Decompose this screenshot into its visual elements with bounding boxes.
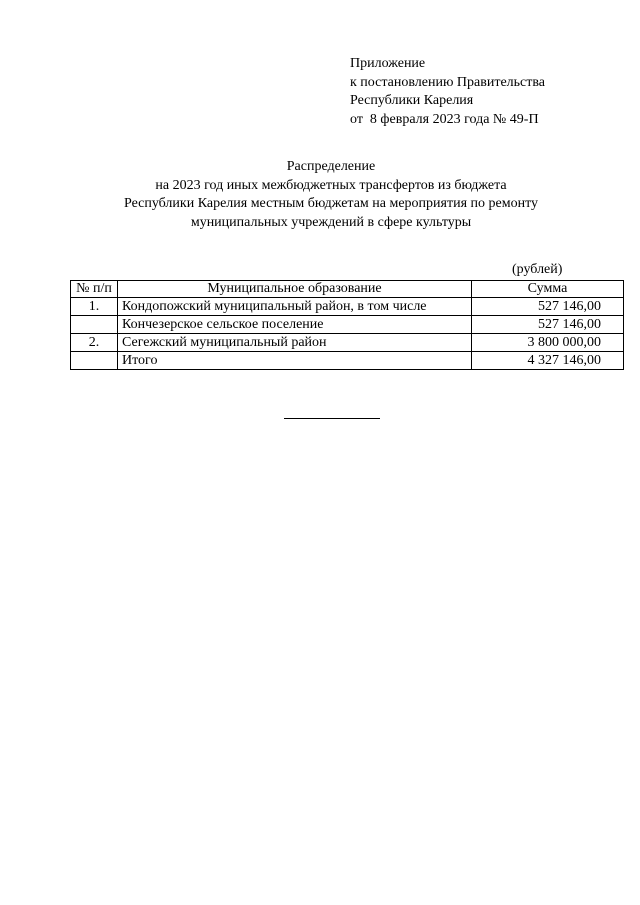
cell-name: Кончезерское сельское поселение [118,316,472,334]
table-header-row [71,281,624,298]
appendix-line: к постановлению Правительства [350,74,546,90]
cell-num [71,352,118,370]
header-num: № п/п [71,281,118,298]
cell-sum: 527 146,00 [472,298,624,316]
cell-name: Итого [118,352,472,370]
cell-num [71,316,118,334]
header-name: Муниципальное образование [118,281,472,298]
title-line: Распределение [286,159,376,174]
cell-sum: 527 146,00 [472,316,624,334]
cell-num: 1. [71,298,118,316]
table-row-total [71,352,624,370]
cell-name: Сегежский муниципальный район [118,334,472,352]
document-title [0,158,640,232]
table-row [71,298,624,316]
table-row [71,334,624,352]
cell-sum: 3 800 000,00 [472,334,624,352]
closing-line [284,418,380,419]
distribution-table [70,280,624,370]
appendix-block [350,55,545,129]
currency-unit: (рублей) [512,262,563,277]
cell-name: Кондопожский муниципальный район, в том числе [118,298,472,316]
header-sum: Сумма [472,281,624,298]
appendix-line: от 8 февраля 2023 года № 49-П [350,111,539,127]
title-line: муниципальных учреждений в сфере культуры [190,214,472,230]
appendix-line: Республики Карелия [350,93,474,108]
title-line: Республики Карелия местным бюджетам на мероприятия по ремонту [123,196,539,211]
cell-sum: 4 327 146,00 [472,352,624,370]
cell-num: 2. [71,334,118,352]
title-line: на 2023 год иных межбюджетных трансфертов из бюджета [155,177,507,193]
appendix-line: Приложение [350,56,426,71]
table-row [71,316,624,334]
